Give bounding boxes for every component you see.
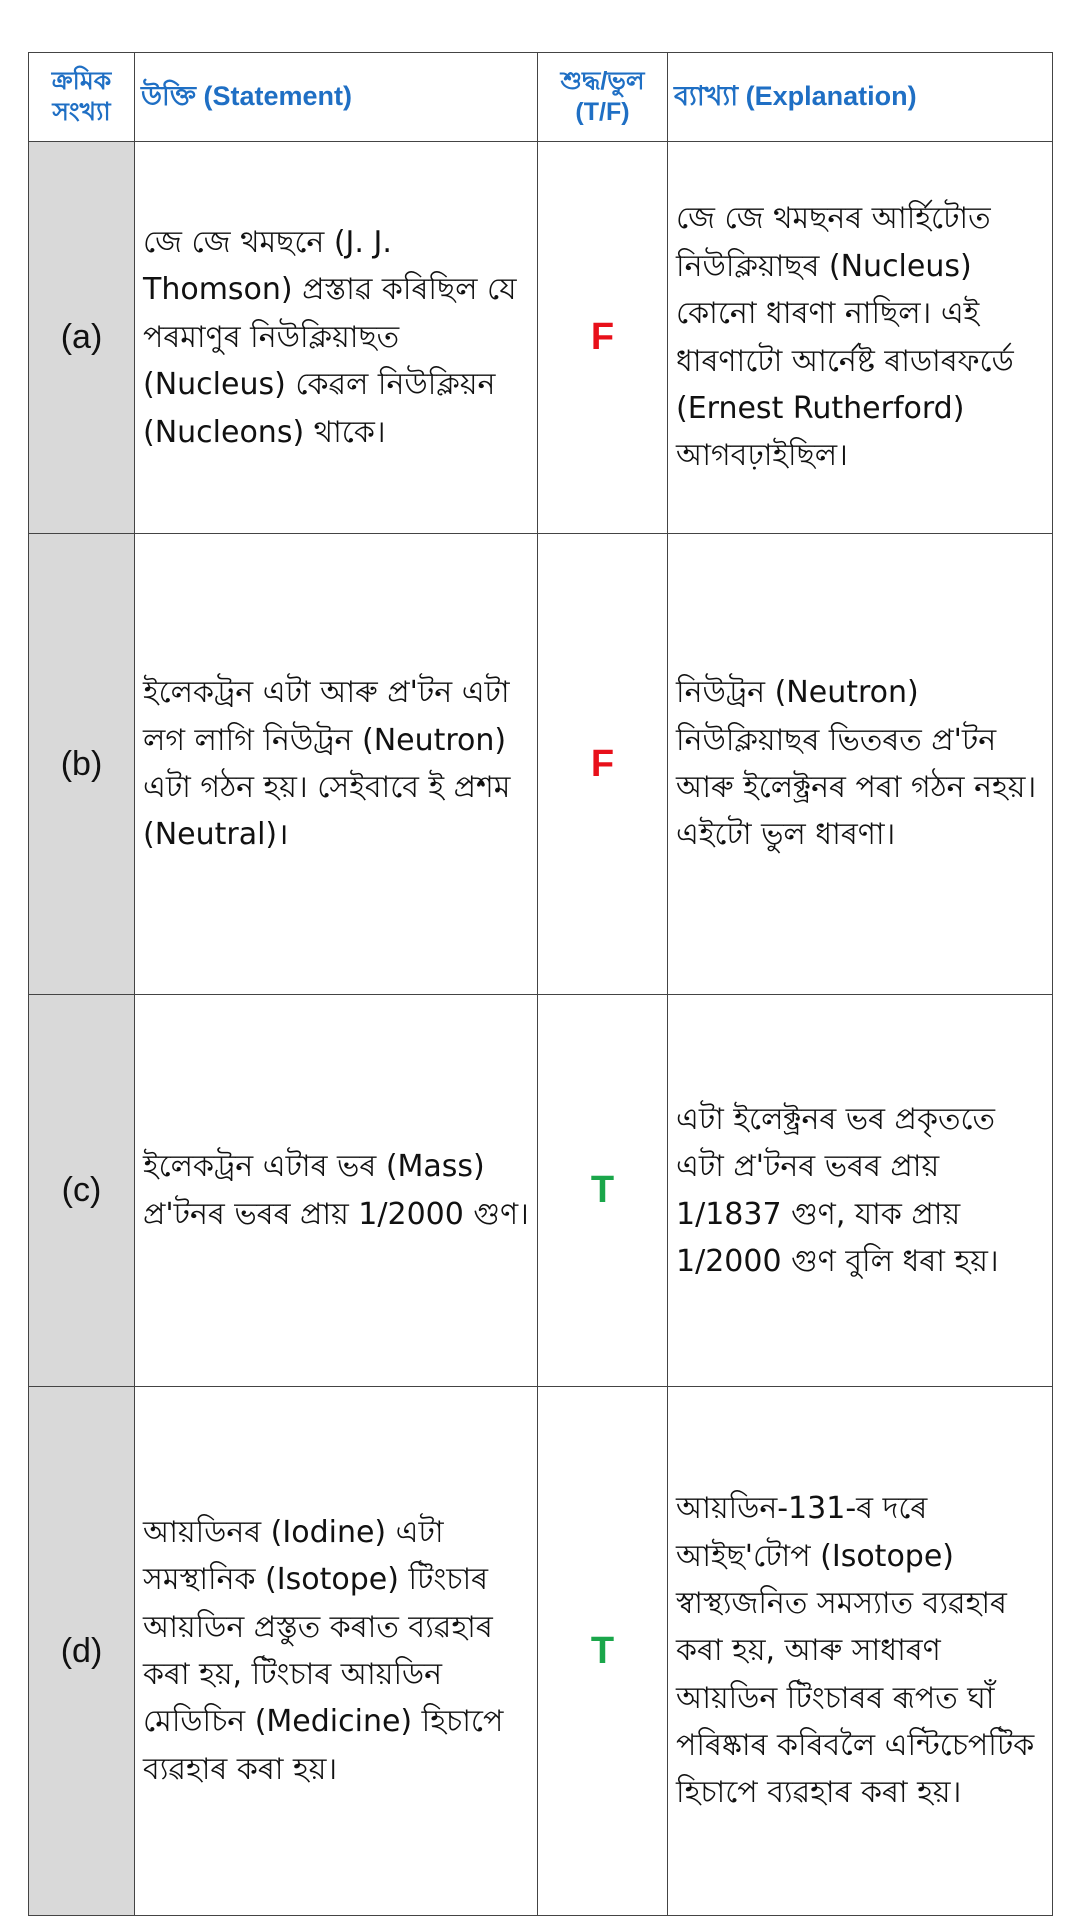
row-serial: (d) — [29, 1387, 135, 1916]
table-row — [29, 995, 1053, 1387]
row-statement: জে জে থমছনে (J. J. Thomson) প্ৰস্তাৱ কৰিছিল যে পৰমাণুৰ নিউক্লিয়াছত (Nucleus) কেৱল নিউক্লিয়ন (Nucleons) থাকে। — [135, 142, 538, 534]
row-statement: ইলেকট্ৰন এটাৰ ভৰ (Mass) প্ৰ'টনৰ ভৰৰ প্ৰায় 1/2000 গুণ। — [135, 995, 538, 1387]
table-row — [29, 534, 1053, 995]
header-true-false: শুদ্ধ/ভুল (T/F) — [538, 53, 668, 142]
document-page — [28, 52, 1052, 1916]
row-serial: (a) — [29, 142, 135, 534]
true-false-table — [28, 52, 1053, 1916]
row-answer-mark: T — [538, 1387, 668, 1916]
header-statement: উক্তি (Statement) — [135, 53, 538, 142]
row-serial: (c) — [29, 995, 135, 1387]
row-explanation: নিউট্ৰন (Neutron) নিউক্লিয়াছৰ ভিতৰত প্ৰ'টন আৰু ইলেক্ট্ৰনৰ পৰা গঠন নহয়। এইটো ভুল ধাৰণা। — [668, 534, 1053, 995]
table-row — [29, 1387, 1053, 1916]
row-explanation: এটা ইলেক্ট্ৰনৰ ভৰ প্ৰকৃততে এটা প্ৰ'টনৰ ভৰৰ প্ৰায় 1/1837 গুণ, যাক প্ৰায় 1/2000 গুণ বুলি ধৰা হয়। — [668, 995, 1053, 1387]
header-serial: ক্রমিক সংখ্যা — [29, 53, 135, 142]
row-explanation: জে জে থমছনৰ আৰ্হিটোত নিউক্লিয়াছৰ (Nucleus) কোনো ধাৰণা নাছিল। এই ধাৰণাটো আৰ্নেষ্ট ৰাডাৰফৰ্ডে (Ernest Rutherford) আগবঢ়াইছিল। — [668, 142, 1053, 534]
row-answer-mark: F — [538, 142, 668, 534]
row-statement: আয়ডিনৰ (Iodine) এটা সমস্থানিক (Isotope) টিংচাৰ আয়ডিন প্ৰস্তুত কৰাত ব্যৱহাৰ কৰা হয়, টিংচাৰ আয়ডিন মেডিচিন (Medicine) হিচাপে ব্যৱহাৰ কৰা হয়। — [135, 1387, 538, 1916]
header-explanation: ব্যাখ্যা (Explanation) — [668, 53, 1053, 142]
row-answer-mark: F — [538, 534, 668, 995]
table-row — [29, 142, 1053, 534]
table-header-row — [29, 53, 1053, 142]
row-answer-mark: T — [538, 995, 668, 1387]
row-serial: (b) — [29, 534, 135, 995]
row-statement: ইলেকট্ৰন এটা আৰু প্ৰ'টন এটা লগ লাগি নিউট্ৰন (Neutron) এটা গঠন হয়। সেইবাবে ই প্ৰশম (Neutral)। — [135, 534, 538, 995]
row-explanation: আয়ডিন-131-ৰ দৰে আইছ'টোপ (Isotope) স্বাস্থ্যজনিত সমস্যাত ব্যৱহাৰ কৰা হয়, আৰু সাধাৰণ আয়ডিন টিংচাৰৰ ৰূপত ঘাঁ পৰিষ্কাৰ কৰিবলৈ এন্টিচেপটিক হিচাপে ব্যৱহাৰ কৰা হয়। — [668, 1387, 1053, 1916]
